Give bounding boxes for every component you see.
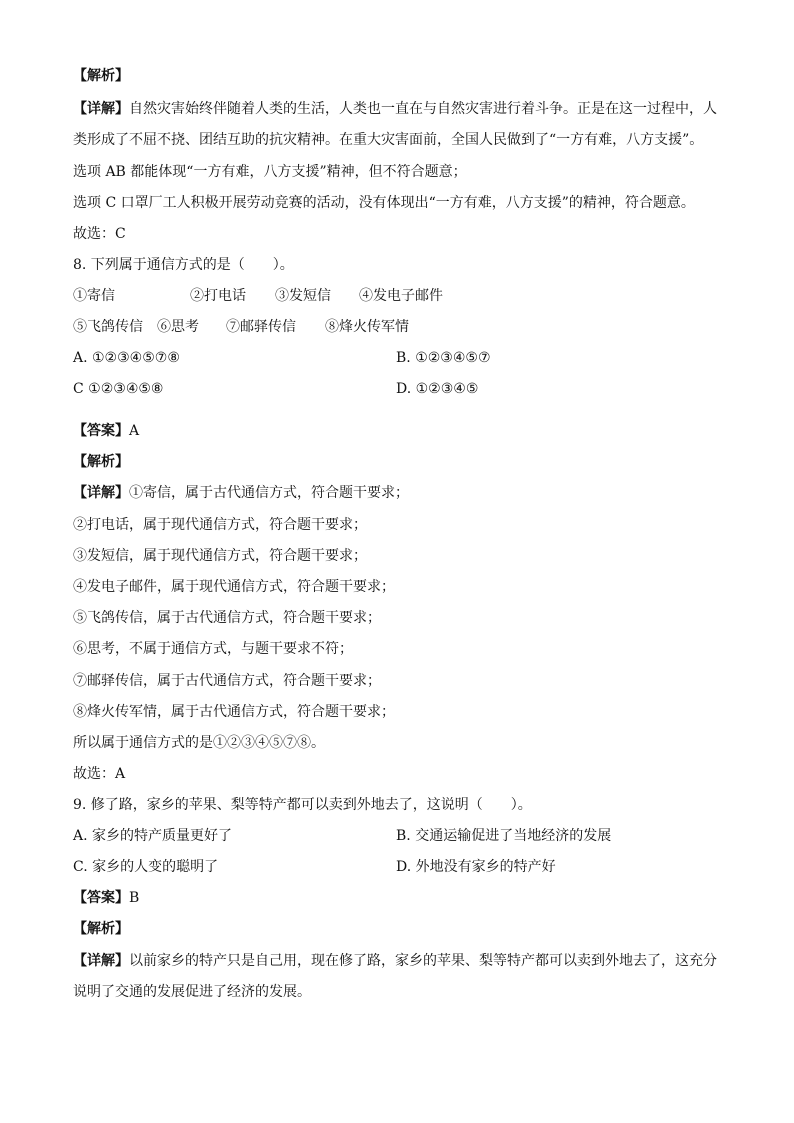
q7-detail-text-1: 自然灾害始终伴随着人类的生活，人类也一直在与自然灾害进行着斗争。正是在这一过程中，人 [129, 101, 717, 117]
q8-item-3: ③发短信 [275, 288, 331, 304]
q9-option-b: B. 交通运输促进了当地经济的发展 [396, 828, 612, 844]
q8-item-5: ⑤飞鸽传信 [73, 319, 143, 335]
q8-detail-4: ④发电子邮件，属于现代通信方式，符合题干要求； [73, 579, 395, 595]
analysis-tag: 【解析】 [73, 921, 129, 937]
q8-item-6: ⑥思考 [157, 319, 199, 335]
q8-stem: 8. 下列属于通信方式的是（ ）。 [73, 257, 294, 273]
q8-analysis-label [73, 452, 129, 472]
q7-option-ab-note: 选项 AB 都能体现“一方有难，八方支援”精神，但不符合题意； [73, 164, 467, 180]
answer-tag: 【答案】 [73, 890, 129, 906]
q9-option-d: D. 外地没有家乡的特产好 [396, 859, 556, 875]
q8-item-7: ⑦邮驿传信 [226, 319, 296, 335]
answer-tag: 【答案】 [73, 423, 129, 439]
q9-analysis-label [73, 919, 129, 939]
detail-tag: 【详解】 [73, 485, 129, 501]
detail-tag: 【详解】 [73, 101, 129, 117]
q8-answer [73, 421, 139, 441]
q9-answer [73, 888, 139, 908]
q7-option-c-note: 选项 C 口罩厂工人积极开展劳动竞赛的活动，没有体现出“一方有难，八方支援”的精神，符合题意。 [73, 195, 695, 211]
q8-detail-7: ⑦邮驿传信，属于古代通信方式，符合题干要求； [73, 673, 381, 689]
q8-detail-1 [73, 483, 409, 503]
q9-stem: 9. 修了路，家乡的苹果、梨等特产都可以卖到外地去了，这说明（ ）。 [73, 797, 532, 813]
q7-detail-line-1 [73, 99, 717, 119]
q8-item-1: ①寄信 [73, 288, 115, 304]
q8-option-c: C ①②③④⑤⑧ [73, 381, 164, 397]
q9-detail-line-2: 说明了交通的发展促进了经济的发展。 [73, 984, 311, 1000]
q8-option-b: B. ①②③④⑤⑦ [396, 350, 491, 366]
q8-answer-value: A [129, 423, 140, 439]
q8-option-a: A. ①②③④⑤⑦⑧ [73, 350, 180, 366]
detail-tag: 【详解】 [73, 953, 129, 969]
q8-item-4: ④发电子邮件 [359, 288, 443, 304]
q8-option-d: D. ①②③④⑤ [396, 381, 479, 397]
q7-analysis-label [73, 66, 129, 86]
q8-detail-text-1: ①寄信，属于古代通信方式，符合题干要求； [129, 485, 409, 501]
q9-option-a: A. 家乡的特产质量更好了 [73, 828, 233, 844]
analysis-tag: 【解析】 [73, 68, 129, 84]
q9-option-c: C. 家乡的人变的聪明了 [73, 859, 219, 875]
q8-detail-2: ②打电话，属于现代通信方式，符合题干要求； [73, 517, 367, 533]
q9-answer-value: B [129, 890, 140, 906]
q7-conclusion: 故选：C [73, 226, 126, 242]
q8-item-2: ②打电话 [190, 288, 246, 304]
q8-detail-3: ③发短信，属于现代通信方式，符合题干要求； [73, 548, 367, 564]
q7-detail-line-2: 类形成了不屈不挠、团结互助的抗灾精神。在重大灾害面前，全国人民做到了“一方有难，八方支援”。 [73, 132, 704, 148]
q8-conclusion: 故选：A [73, 766, 126, 782]
q8-detail-6: ⑥思考，不属于通信方式，与题干要求不符； [73, 641, 353, 657]
q8-detail-8: ⑧烽火传军情，属于古代通信方式，符合题干要求； [73, 704, 395, 720]
q8-summary: 所以属于通信方式的是①②③④⑤⑦⑧。 [73, 735, 325, 751]
q9-detail-text-1: 以前家乡的特产只是自己用，现在修了路，家乡的苹果、梨等特产都可以卖到外地去了，这充分 [129, 953, 717, 969]
q8-item-8: ⑧烽火传军情 [325, 319, 409, 335]
q8-detail-5: ⑤飞鸽传信，属于古代通信方式，符合题干要求； [73, 610, 381, 626]
q9-detail-line-1 [73, 951, 717, 971]
analysis-tag: 【解析】 [73, 454, 129, 470]
